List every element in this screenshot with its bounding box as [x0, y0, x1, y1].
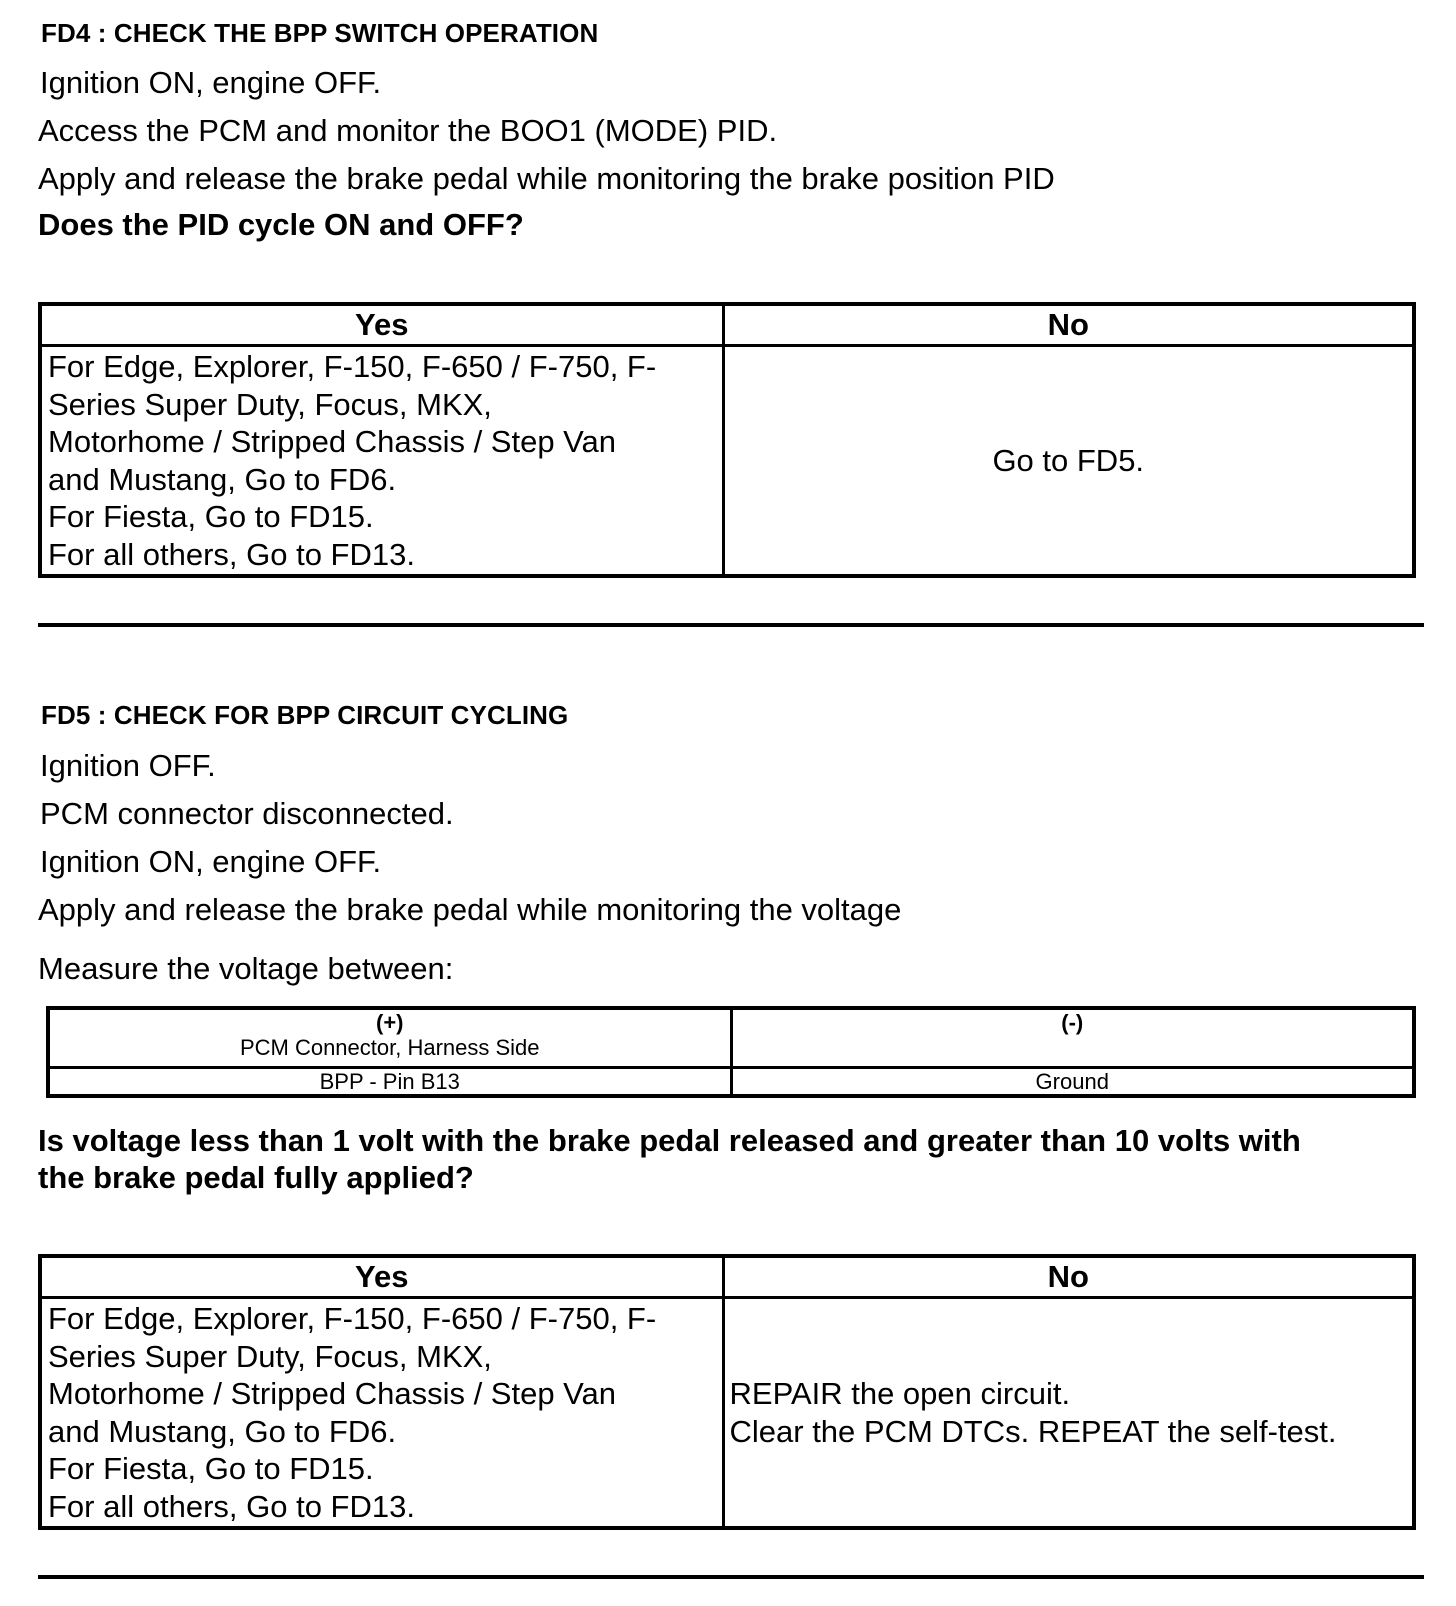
fd5-measure-label: Measure the voltage between:: [38, 951, 454, 986]
fd4-yes-line: For all others, Go to FD13.: [48, 536, 415, 572]
measure-plus-header: [48, 1008, 731, 1068]
fd5-yes-line: Series Super Duty, Focus, MKX,: [48, 1338, 492, 1374]
section-divider: [38, 623, 1424, 627]
fd5-step-4: Apply and release the brake pedal while monitoring the voltage: [38, 892, 902, 927]
fd4-title: FD4 : CHECK THE BPP SWITCH OPERATION: [41, 18, 599, 48]
fd4-no-header: No: [723, 304, 1414, 346]
fd4-yes-line: For Edge, Explorer, F-150, F-650 / F-750, F-: [48, 349, 657, 384]
fd4-step-2: Access the PCM and monitor the BOO1 (MODE) PID.: [38, 113, 778, 148]
plus-description: PCM Connector, Harness Side: [239, 1035, 540, 1060]
fd4-yes-header: Yes: [40, 304, 723, 346]
fd5-no-cell: [723, 1298, 1414, 1529]
fd5-yes-header: Yes: [40, 1256, 723, 1298]
plus-sign: (+): [376, 1010, 404, 1035]
fd5-step-1: Ignition OFF.: [40, 748, 216, 783]
fd5-no-line: REPAIR the open circuit.: [729, 1376, 1071, 1411]
fd4-step-1: Ignition ON, engine OFF.: [40, 65, 382, 100]
measure-plus-value: BPP - Pin B13: [48, 1068, 731, 1097]
fd4-no-cell: Go to FD5.: [723, 346, 1414, 577]
fd5-yes-line: Motorhome / Stripped Chassis / Step Van: [48, 1376, 617, 1411]
fd4-yes-line: Motorhome / Stripped Chassis / Step Van: [48, 424, 617, 459]
fd5-measure-table: [46, 1006, 1416, 1098]
fd5-yes-line: For Fiesta, Go to FD15.: [48, 1451, 374, 1486]
fd5-no-header: No: [723, 1256, 1414, 1298]
fd5-step-2: PCM connector disconnected.: [40, 796, 454, 831]
fd5-yes-line: For Edge, Explorer, F-150, F-650 / F-750, F-: [48, 1301, 657, 1336]
fd4-yes-line: and Mustang, Go to FD6.: [48, 461, 397, 497]
measure-minus-header: [731, 1008, 1414, 1068]
minus-sign: (-): [1061, 1010, 1084, 1035]
fd5-yes-cell: [40, 1298, 723, 1529]
fd5-no-line: Clear the PCM DTCs. REPEAT the self-test.: [729, 1413, 1337, 1449]
fd5-step-3: Ignition ON, engine OFF.: [40, 844, 382, 879]
fd4-yes-cell: [40, 346, 723, 577]
section-divider: [38, 1575, 1424, 1579]
fd4-yes-line: Series Super Duty, Focus, MKX,: [48, 386, 492, 422]
fd4-question: Does the PID cycle ON and OFF?: [38, 207, 524, 242]
fd5-title: FD5 : CHECK FOR BPP CIRCUIT CYCLING: [41, 700, 569, 730]
fd5-question-line-1: Is voltage less than 1 volt with the brake pedal released and greater than 10 volts with: [38, 1123, 1301, 1158]
fd5-yes-no-table: [38, 1254, 1416, 1530]
measure-minus-value: Ground: [731, 1068, 1414, 1097]
fd5-yes-line: For all others, Go to FD13.: [48, 1488, 415, 1524]
fd4-yes-no-table: [38, 302, 1416, 578]
fd5-yes-line: and Mustang, Go to FD6.: [48, 1413, 397, 1449]
fd5-question-line-2: the brake pedal fully applied?: [38, 1160, 474, 1195]
fd4-yes-line: For Fiesta, Go to FD15.: [48, 499, 374, 534]
fd4-step-3: Apply and release the brake pedal while monitoring the brake position PID: [38, 161, 1055, 196]
